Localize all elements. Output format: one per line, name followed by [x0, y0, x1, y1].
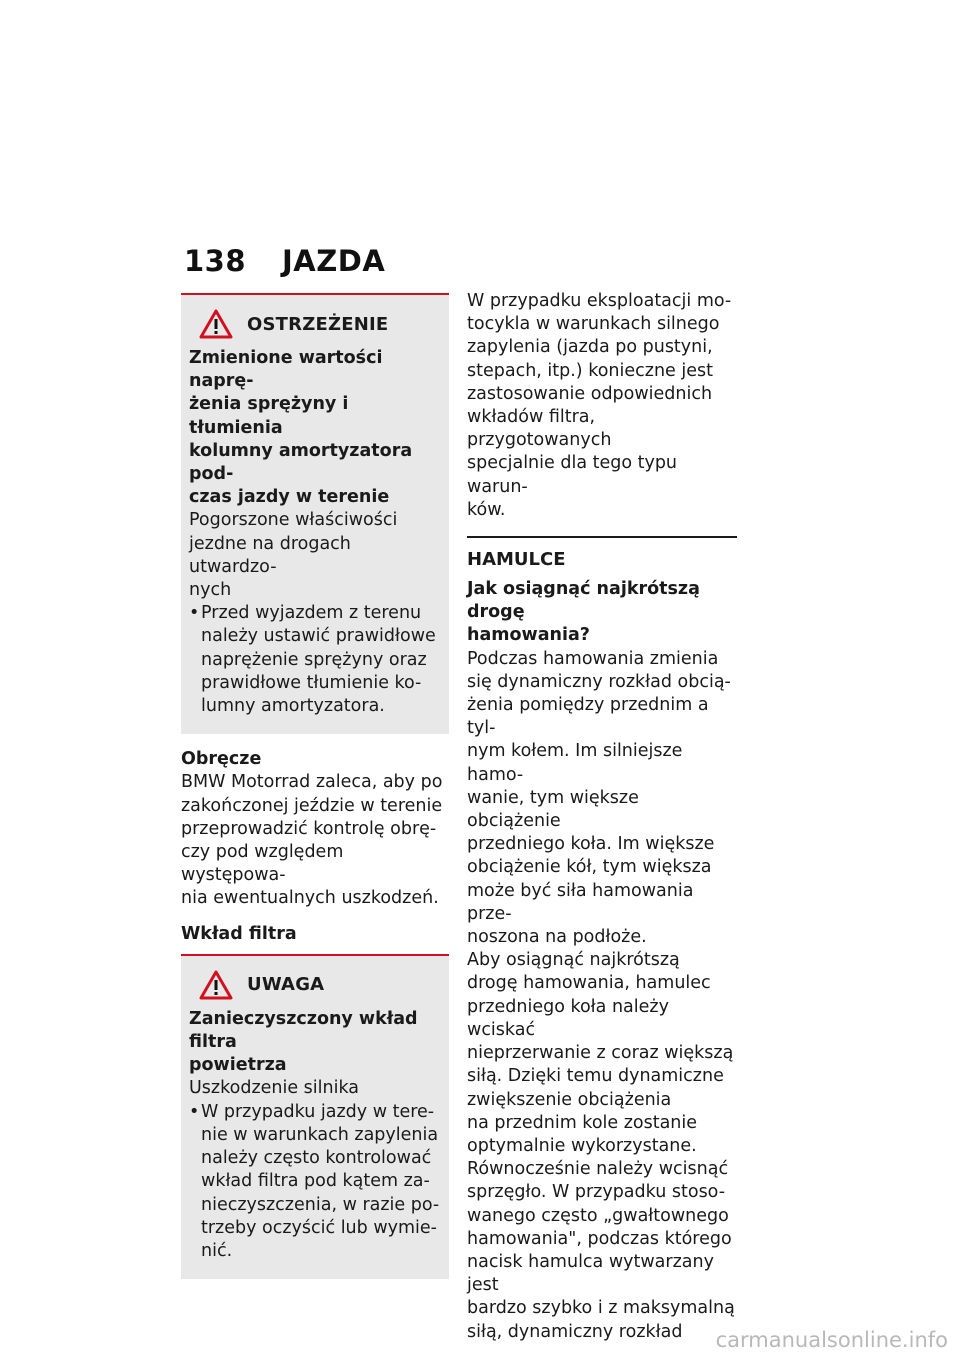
bullet-line: nie w warunkach zapylenia [201, 1124, 439, 1145]
section-title: JAZDA [282, 244, 386, 278]
warning-title-line: kolumny amortyzatora pod- [189, 440, 413, 485]
page-header [184, 244, 385, 278]
brakes-line: wanie, tym większe obciążenie [467, 787, 639, 832]
brakes-line: Równocześnie należy wcisnąć [467, 1159, 729, 1180]
brakes-line: zwiększenie obciążenia [467, 1089, 672, 1110]
filter-heading: Wkład filtra [181, 923, 297, 944]
intro-line: W przypadku eksploatacji mo- [467, 291, 732, 311]
notice-box [181, 954, 449, 1279]
brakes-question-line: Jak osiągnąć najkrótszą drogę [467, 579, 700, 623]
warning-body-line: jezdne na drogach utwardzo- [189, 533, 351, 577]
warning-title-line: czas jazdy w terenie [189, 487, 390, 508]
bullet-line: prawidłowe tłumienie ko- [201, 672, 422, 693]
warning-label: OSTRZEŻENIE [247, 313, 389, 335]
warning-body-line: Pogorszone właściwości [189, 510, 398, 531]
intro-line: zastosowanie odpowiednich [467, 383, 713, 404]
brakes-section-title: HAMULCE [467, 536, 737, 572]
bullet-line: lumny amortyzatora. [201, 696, 385, 717]
warning-header [199, 309, 441, 339]
notice-label: UWAGA [247, 974, 325, 996]
rims-line: przeprowadzić kontrolę obrę- [181, 818, 437, 839]
brakes-line: nieprzerwanie z coraz większą [467, 1043, 734, 1064]
brakes-line: Podczas hamowania zmienia [467, 648, 719, 669]
notice-bullet: • W przypadku jazdy w tere- nie w warunkach zapylenia należy często kontrolować wkład filtra pod kątem za- nieczyszczenia, w razie po- trzeby oczyścić lub wymie- nić. [189, 1101, 441, 1263]
brakes-question-line: hamowania? [467, 625, 590, 646]
brakes-line: drogę hamowania, hamulec [467, 973, 711, 994]
rims-line: BMW Motorrad zaleca, aby po [181, 772, 443, 793]
right-column [467, 290, 737, 1344]
brakes-line: nym kołem. Im silniejsze hamo- [467, 741, 683, 785]
warning-body-line: nych [189, 580, 232, 601]
bullet-line: nić. [201, 1240, 233, 1261]
rims-line: zakończonej jeździe w terenie [181, 795, 443, 816]
brakes-line: żenia pomiędzy przednim a tyl- [467, 695, 709, 739]
bullet-line: wkład filtra pod kątem za- [201, 1171, 430, 1192]
brakes-line: hamowania", podczas którego [467, 1228, 732, 1249]
bullet-line: należy często kontrolować [201, 1148, 432, 1169]
warning-triangle-icon [199, 970, 233, 1000]
warning-triangle-icon [199, 309, 233, 339]
brakes-line: się dynamiczny rozkład obcią- [467, 671, 731, 692]
rims-line: nia ewentualnych uszkodzeń. [181, 888, 439, 909]
brakes-line: na przednim kole zostanie [467, 1112, 698, 1133]
warning-title-line: żenia sprężyny i tłumienia [189, 394, 349, 438]
brakes-line: przedniego koła. Im większe [467, 834, 715, 855]
brakes-line: sprzęgło. W przypadku stoso- [467, 1182, 726, 1203]
intro-line: ków. [467, 499, 506, 520]
brakes-line: nacisk hamulca wytwarzany jest [467, 1251, 714, 1296]
warning-title-line: Zmienione wartości naprę- [189, 348, 383, 392]
brakes-line: siłą. Dzięki temu dynamiczne [467, 1066, 724, 1087]
brakes-line: może być siła hamowania prze- [467, 880, 694, 924]
intro-line: tocykla w warunkach silnego [467, 314, 720, 335]
intro-line: zapylenia (jazda po pustyni, [467, 337, 713, 358]
notice-body-line: Uszkodzenie silnika [189, 1078, 360, 1099]
brakes-body [467, 648, 737, 1344]
intro-line: wkładów filtra, przygotowanych [467, 407, 612, 451]
brakes-line: przedniego koła należy wciskać [467, 996, 669, 1040]
bullet-line: nieczyszczenia, w razie po- [201, 1194, 440, 1215]
notice-title-line: Zanieczyszczony wkład filtra [189, 1008, 418, 1053]
watermark: carmanualsonline.info [715, 1328, 948, 1352]
brakes-line: Aby osiągnąć najkrótszą [467, 950, 680, 971]
intro-line: specjalnie dla tego typu warun- [467, 453, 678, 497]
brakes-line: bardzo szybko i z maksymalną [467, 1298, 735, 1319]
bullet-line: Przed wyjazdem z terenu [201, 603, 422, 624]
bullet-line: trzeby oczyścić lub wymie- [201, 1217, 437, 1238]
notice-header [199, 970, 441, 1000]
left-column [181, 293, 449, 1279]
bullet-line: W przypadku jazdy w tere- [201, 1101, 435, 1122]
bullet-line: należy ustawić prawidłowe [201, 626, 436, 647]
brakes-line: obciążenie kół, tym większa [467, 857, 712, 878]
page-number: 138 [184, 244, 247, 278]
brakes-line: optymalnie wykorzystane. [467, 1135, 697, 1156]
brakes-line: noszona na podłoże. [467, 927, 647, 948]
warning-bullet: • Przed wyjazdem z terenu należy ustawić prawidłowe naprężenie sprężyny oraz prawidłowe tłumienie ko- lumny amortyzatora. [189, 602, 441, 718]
bullet-line: naprężenie sprężyny oraz [201, 649, 427, 670]
notice-title-line: powietrza [189, 1055, 287, 1076]
warning-box [181, 293, 449, 734]
rims-heading: Obręcze [181, 749, 262, 770]
intro-line: stepach, itp.) konieczne jest [467, 360, 713, 381]
brakes-line: wanego często „gwałtownego [467, 1205, 729, 1226]
brakes-line: siłą, dynamiczny rozkład [467, 1321, 683, 1342]
rims-line: czy pod względem występowa- [181, 842, 344, 886]
